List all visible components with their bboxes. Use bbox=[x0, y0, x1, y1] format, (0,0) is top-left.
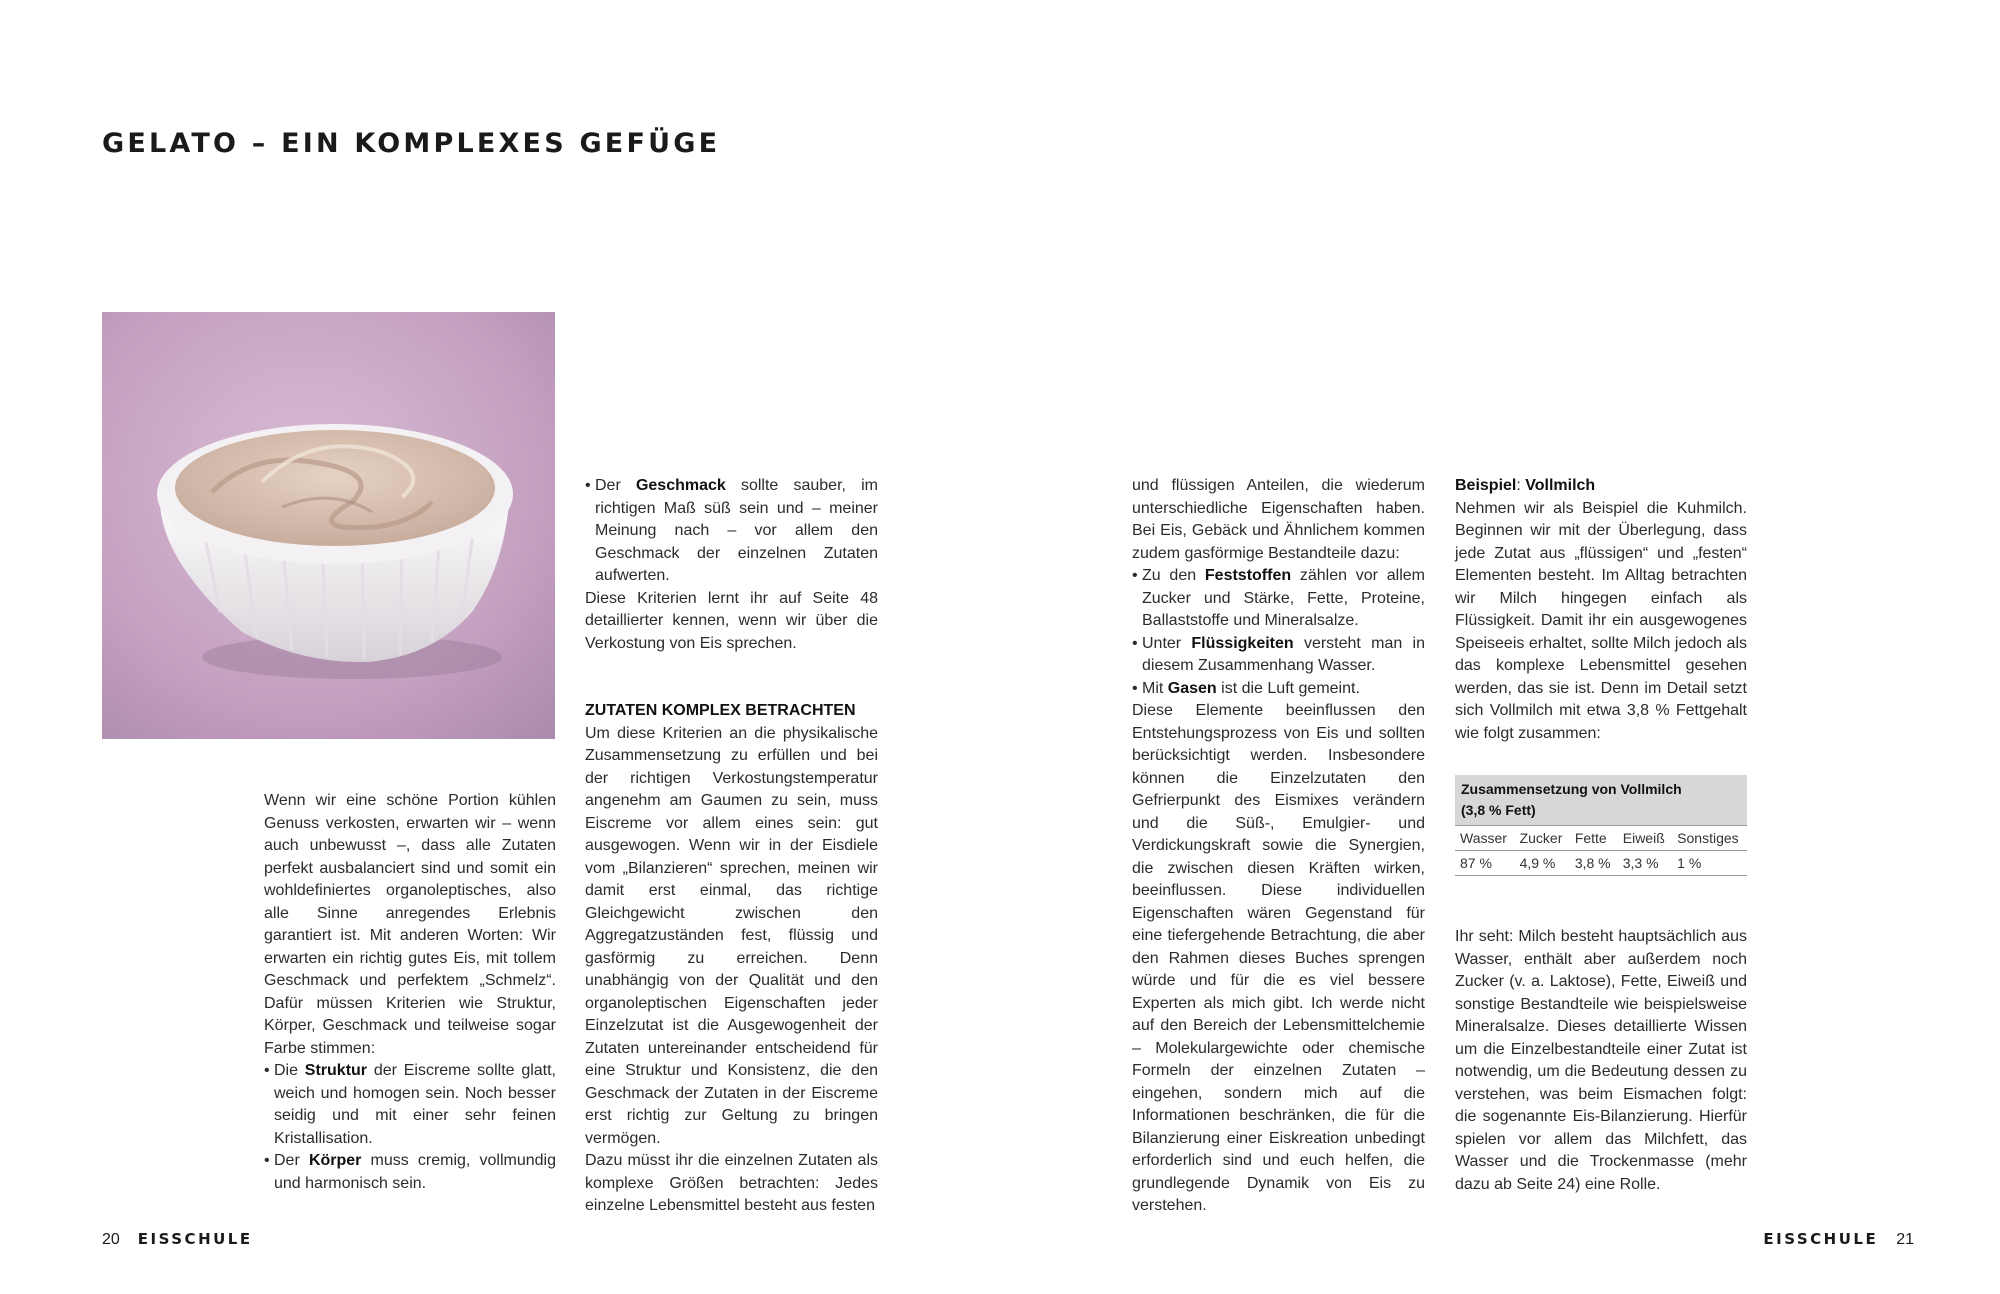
body-paragraph: Nehmen wir als Beispiel die Kuhmilch. Beginnen wir mit der Überlegung, dass jede Zutat aus „flüssigen“ und „festen“ Elementen besteht. Im Alltag betrachten wir Milch hingegen einfach als Flüssigkeit. Damit ihr ein ausgewogenes Speiseeis erhaltet, sollte Milch jedoch als das komplexe Lebensmittel gesehen werden, das sie ist. Denn im Detail setzt sich Vollmilch mit etwa 3,8 % Fettgehalt wie folgt zusammen: bbox=[1455, 499, 1747, 742]
item-text: muss cremig, vollmundig und harmonisch sein. bbox=[274, 1152, 556, 1192]
footer-left bbox=[102, 1229, 253, 1250]
criteria-list-continued bbox=[585, 475, 878, 588]
text-column-4 bbox=[1455, 475, 1747, 1196]
column-header: Fette bbox=[1570, 826, 1618, 851]
column-header: Sonstiges bbox=[1672, 826, 1747, 851]
example-separator: : bbox=[1516, 477, 1526, 494]
intro-paragraph: Wenn wir eine schöne Portion kühlen Genuss verkosten, erwarten wir – wenn auch unbewusst –, dass alle Zutaten perfekt ausbalanciert sind und somit ein wohldefiniertes organoleptisches, also alle Sinne anregendes Erlebnis garantiert ist. Mit anderen Worten: Wir erwarten ein richtig gutes Eis, mit tollem Geschmack und perfektem „Schmelz“. Dafür müssen Kriterien wie Struktur, Körper, Geschmack und teilweise sogar Farbe stimmen: bbox=[264, 792, 556, 1057]
item-keyword: Flüssigkeiten bbox=[1191, 634, 1294, 652]
table-cell: 4,9 % bbox=[1515, 851, 1570, 876]
item-keyword: Struktur bbox=[304, 1062, 368, 1079]
list-item bbox=[264, 1060, 556, 1150]
list-item bbox=[585, 475, 878, 588]
gelato-bowl-illustration bbox=[102, 312, 555, 739]
item-prefix: Die bbox=[274, 1062, 305, 1079]
item-prefix: Unter bbox=[1142, 634, 1192, 652]
column-header: Wasser bbox=[1455, 826, 1515, 851]
example-heading bbox=[1455, 475, 1747, 498]
item-prefix: Zu den bbox=[1142, 567, 1205, 584]
item-keyword: Feststoffen bbox=[1204, 567, 1292, 584]
item-text: versteht man in diesem Zusammenhang Wasser. bbox=[1142, 634, 1425, 674]
list-item bbox=[1132, 565, 1425, 633]
composition-table bbox=[1455, 826, 1747, 876]
item-prefix: Der bbox=[274, 1152, 309, 1169]
item-text: der Eiscreme sollte glatt, weich und homogen sein. Noch besser seidig und mit einer sehr feinen Kristallisation. bbox=[274, 1062, 557, 1147]
list-item bbox=[1132, 633, 1425, 678]
body-paragraph: Diese Kriterien lernt ihr auf Seite 48 detaillierter kennen, wenn wir über die Verkostung von Eis sprechen. bbox=[585, 589, 878, 652]
item-keyword: Geschmack bbox=[635, 477, 726, 494]
page-number-right: 21 bbox=[1896, 1231, 1914, 1248]
footer-right bbox=[1763, 1229, 1914, 1250]
item-text: sollte sauber, im richtigen Maß süß sein und – meiner Meinung nach – vor allem den Geschmack der einzelnen Zutaten aufwerten. bbox=[595, 477, 878, 584]
item-text: ist die Luft gemeint. bbox=[1216, 679, 1360, 697]
list-item bbox=[264, 1150, 556, 1195]
gelato-bowl-photo bbox=[102, 312, 555, 739]
table-header-row bbox=[1455, 826, 1747, 851]
item-prefix: Der bbox=[595, 477, 636, 494]
text-column-1 bbox=[264, 790, 556, 1195]
page-title: GELATO – EIN KOMPLEXES GEFÜGE bbox=[102, 128, 721, 159]
example-label: Beispiel bbox=[1455, 477, 1517, 494]
table-cell: 1 % bbox=[1672, 851, 1747, 876]
body-paragraph: Um diese Kriterien an die physikalische Zusammensetzung zu erfüllen und bei der richtigen Verkostungstemperatur angenehm am Gaumen zu sein, muss Eiscreme vor allem eines sein: gut ausgewogen. Wenn wir in der Eisdiele vom „Bilanzieren“ sprechen, meinen wir damit erst einmal, das richtige Gleichgewicht zwischen den Aggregatzuständen fest, flüssig und gasförmig zu erreichen. Denn unabhängig von der Qualität und den organoleptischen Eigenschaften jeder Einzelzutat ist die Ausgewogenheit der Zutaten untereinander entscheidend für eine Struktur und Konsistenz, die den Geschmack der Zutaten in der Eiscreme erst richtig zur Geltung zu bringen vermögen. bbox=[585, 724, 878, 1147]
body-paragraph: Dazu müsst ihr die einzelnen Zutaten als komplexe Größen betrachten: Jedes einzelne Lebensmittel besteht aus festen bbox=[585, 1152, 878, 1214]
table-cell: 87 % bbox=[1455, 851, 1515, 876]
body-paragraph: Ihr seht: Milch besteht hauptsächlich aus Wasser, enthält aber außerdem noch Zucker (v. a. Laktose), Fette, Eiweiß und sonstige Bestandteile wie beispielsweise Mineralsalze. Dieses detaillierte Wissen um die Einzelbestandteile einer Zutat ist notwendig, um die Bedeutung dessen zu verstehen, was beim Eismachen folgt: die sogenannte Eis-Bilanzierung. Hierfür spielen vor allem das Milchfett, das Wasser und die Trockenmasse (mehr dazu ab Seite 24) eine Rolle. bbox=[1455, 928, 1747, 1193]
table-cell: 3,8 % bbox=[1570, 851, 1618, 876]
criteria-list bbox=[264, 1060, 556, 1195]
item-prefix: Mit bbox=[1142, 679, 1168, 697]
column-header: Eiweiß bbox=[1618, 826, 1672, 851]
body-paragraph: Diese Elemente beeinflussen den Entstehungsprozess von Eis und sollten berücksichtigt werden. Insbesondere können die Einzelzutaten den Gefrierpunkt des Eismixes verändern und die Süß-, Emulgier- und Verdickungskraft sowie die Synergien, die zwischen diesen Kräften wirken, beeinflussen. Diese individuellen Eigenschaften wären Gegenstand für eine tiefergehende Betrachtung, die aber den Rahmen dieses Buches sprengen würde und für die es viel bessere Experten als mich gibt. Ich werde nicht auf den Bereich der Lebensmittelchemie – Molekulargewichte oder chemische Formeln der einzelnen Zutaten – eingehen, sondern mich auf die Informationen beschränken, die für die Bilanzierung einer Eiskreation unbedingt erforderlich sind und euch helfen, die grundlegende Dynamik von Eis zu verstehen. bbox=[1132, 702, 1425, 1214]
body-paragraph: und flüssigen Anteilen, die wiederum unterschiedliche Eigenschaften haben. Bei Eis, Gebäck und Ähnlichem kommen zudem gasförmige Bestandteile dazu: bbox=[1132, 477, 1425, 562]
item-text: zählen vor allem Zucker und Stärke, Fette, Proteine, Ballaststoffe und Mineralsalze. bbox=[1142, 567, 1425, 629]
table-title-line: Zusammensetzung von Vollmilch bbox=[1461, 781, 1682, 797]
item-keyword: Körper bbox=[308, 1152, 362, 1169]
milk-composition-table bbox=[1455, 775, 1747, 876]
example-subject: Vollmilch bbox=[1525, 477, 1596, 494]
text-column-2 bbox=[585, 475, 878, 1218]
text-column-3 bbox=[1132, 475, 1425, 1218]
column-header: Zucker bbox=[1515, 826, 1570, 851]
states-list bbox=[1132, 565, 1425, 700]
table-title-line: (3,8 % Fett) bbox=[1461, 802, 1536, 818]
table-row bbox=[1455, 851, 1747, 876]
list-item bbox=[1132, 678, 1425, 701]
table-title bbox=[1455, 775, 1747, 826]
item-keyword: Gasen bbox=[1167, 679, 1217, 697]
section-name-right: EISSCHULE bbox=[1763, 1230, 1879, 1248]
section-subheading: ZUTATEN KOMPLEX BETRACHTEN bbox=[585, 702, 856, 719]
section-name-left: EISSCHULE bbox=[137, 1230, 253, 1248]
page-number-left: 20 bbox=[102, 1231, 120, 1248]
table-cell: 3,3 % bbox=[1618, 851, 1672, 876]
